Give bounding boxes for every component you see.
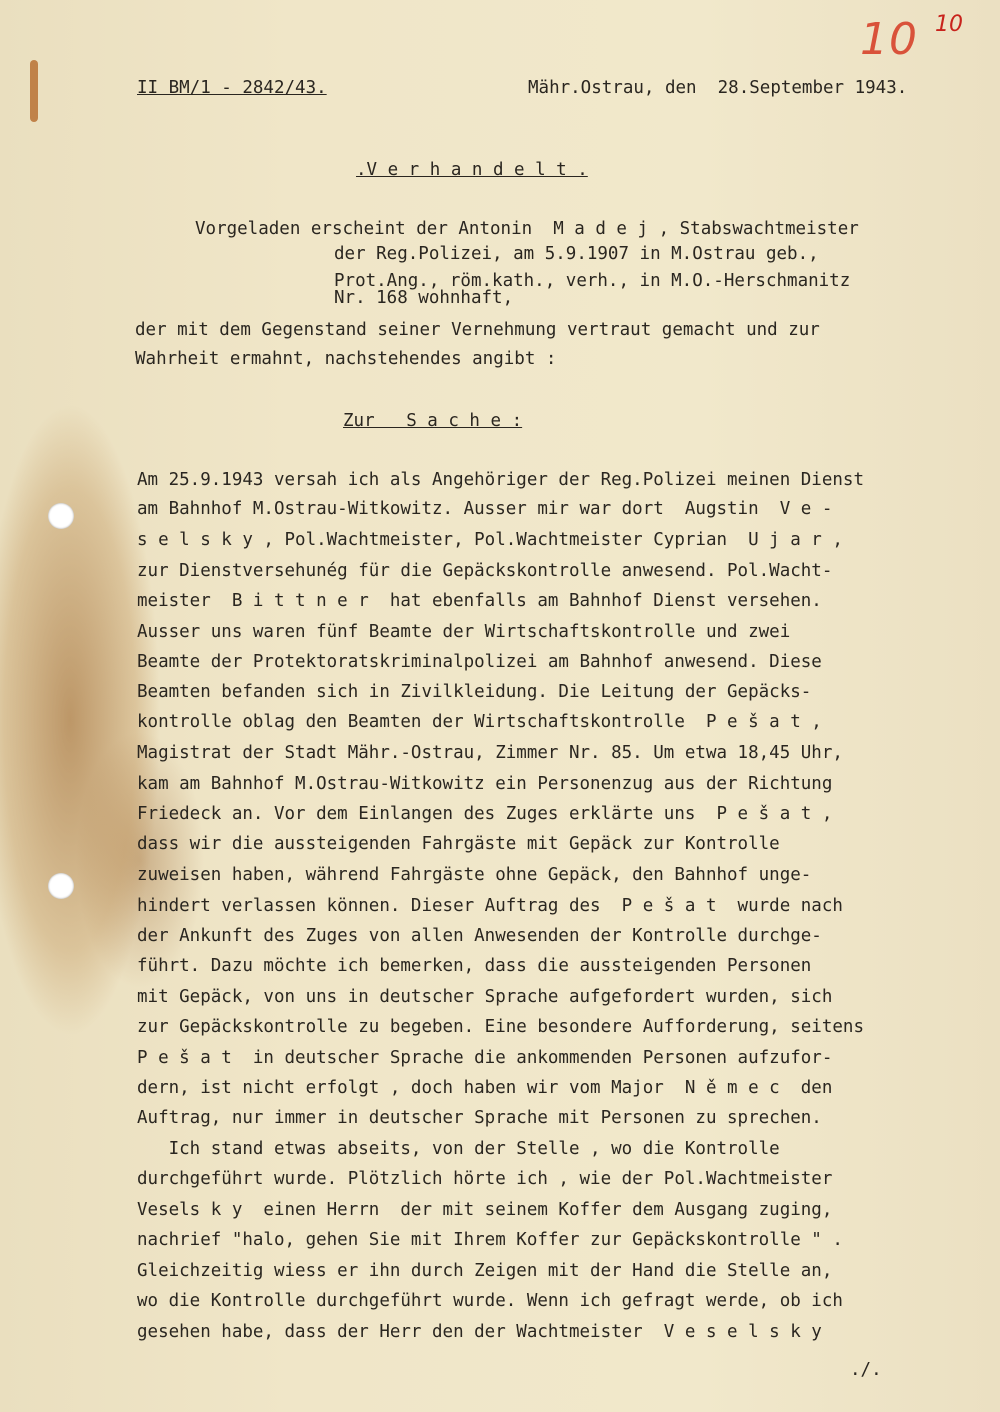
body-line: gesehen habe, dass der Herr den der Wachtmeister V e s e l s k y — [137, 1322, 822, 1342]
body-line: Beamten befanden sich in Zivilkleidung. Die Leitung der Gepäcks- — [137, 682, 812, 702]
continuation-mark: ./. — [850, 1360, 882, 1380]
body-line: meister B i t t n e r hat ebenfalls am Bahnhof Dienst versehen. — [137, 591, 822, 611]
body-line: hindert verlassen können. Dieser Auftrag des P e š a t wurde nach — [137, 896, 843, 916]
intro-line: der mit dem Gegenstand seiner Vernehmung vertraut gemacht und zur — [135, 320, 820, 340]
body-line: Beamte der Protektoratskriminalpolizei am Bahnhof anwesend. Diese — [137, 652, 822, 672]
body-line: Friedeck an. Vor dem Einlangen des Zuges erklärte uns P e š a t , — [137, 804, 833, 824]
body-line: kontrolle oblag den Beamten der Wirtschaftskontrolle P e š a t , — [137, 712, 822, 732]
body-line: Am 25.9.1943 versah ich als Angehöriger der Reg.Polizei meinen Dienst — [137, 470, 864, 490]
page-number-handwritten: 10 — [860, 14, 918, 65]
body-line: dern, ist nicht erfolgt , doch haben wir vom Major N ě m e c den — [137, 1078, 833, 1098]
body-line: zur Dienstversehunég für die Gepäckskontrolle anwesend. Pol.Wacht- — [137, 561, 833, 581]
body-line: durchgeführt wurde. Plötzlich hörte ich , wie der Pol.Wachtmeister — [137, 1169, 833, 1189]
intro-line: Wahrheit ermahnt, nachstehendes angibt : — [135, 349, 557, 369]
body-line: Gleichzeitig wiess er ihn durch Zeigen mit der Hand die Stelle an, — [137, 1261, 833, 1281]
intro-line: Nr. 168 wohnhaft, — [334, 288, 514, 308]
body-line: Ich stand etwas abseits, von der Stelle , wo die Kontrolle — [137, 1139, 780, 1159]
intro-line: der Reg.Polizei, am 5.9.1907 in M.Ostrau geb., — [334, 244, 819, 264]
body-line: am Bahnhof M.Ostrau-Witkowitz. Ausser mir war dort Augstin V e - — [137, 499, 833, 519]
intro-line: Vorgeladen erscheint der Antonin M a d e j , Stabswachtmeister — [195, 219, 859, 239]
body-line: Auftrag, nur immer in deutscher Sprache mit Personen zu sprechen. — [137, 1108, 822, 1128]
body-line: s e l s k y , Pol.Wachtmeister, Pol.Wachtmeister Cyprian U j a r , — [137, 530, 843, 550]
page-number-handwritten-small: 10 — [935, 12, 963, 37]
document-title: .V e r h a n d e l t . — [356, 160, 588, 180]
body-line: dass wir die aussteigenden Fahrgäste mit Gepäck zur Kontrolle — [137, 834, 780, 854]
body-line: zur Gepäckskontrolle zu begeben. Eine besondere Aufforderung, seitens — [137, 1017, 864, 1037]
paper-clip-mark — [30, 60, 38, 122]
body-line: zuweisen haben, während Fahrgäste ohne Gepäck, den Bahnhof unge- — [137, 865, 812, 885]
body-line: führt. Dazu möchte ich bemerken, dass die aussteigenden Personen — [137, 956, 812, 976]
body-line: der Ankunft des Zuges von allen Anwesenden der Kontrolle durchge- — [137, 926, 822, 946]
punch-hole-bottom — [48, 873, 74, 899]
body-line: kam am Bahnhof M.Ostrau-Witkowitz ein Personenzug aus der Richtung — [137, 774, 833, 794]
body-line: wo die Kontrolle durchgeführt wurde. Wenn ich gefragt werde, ob ich — [137, 1291, 843, 1311]
place-date: Mähr.Ostrau, den 28.September 1943. — [528, 78, 908, 98]
intro-line: Prot.Ang., röm.kath., verh., in M.O.-Herschmanitz — [334, 271, 851, 291]
body-line: Magistrat der Stadt Mähr.-Ostrau, Zimmer Nr. 85. Um etwa 18,45 Uhr, — [137, 743, 843, 763]
section-title: Zur S a c h e : — [343, 411, 523, 431]
body-line: P e š a t in deutscher Sprache die ankommenden Personen aufzufor- — [137, 1048, 833, 1068]
punch-hole-top — [48, 503, 74, 529]
reference-number: II BM/1 - 2842/43. — [137, 78, 327, 98]
body-line: mit Gepäck, von uns in deutscher Sprache aufgefordert wurden, sich — [137, 987, 833, 1007]
body-line: Vesels k y einen Herrn der mit seinem Koffer dem Ausgang zuging, — [137, 1200, 833, 1220]
body-line: nachrief "halo, gehen Sie mit Ihrem Koffer zur Gepäckskontrolle " . — [137, 1230, 843, 1250]
body-line: Ausser uns waren fünf Beamte der Wirtschaftskontrolle und zwei — [137, 622, 791, 642]
